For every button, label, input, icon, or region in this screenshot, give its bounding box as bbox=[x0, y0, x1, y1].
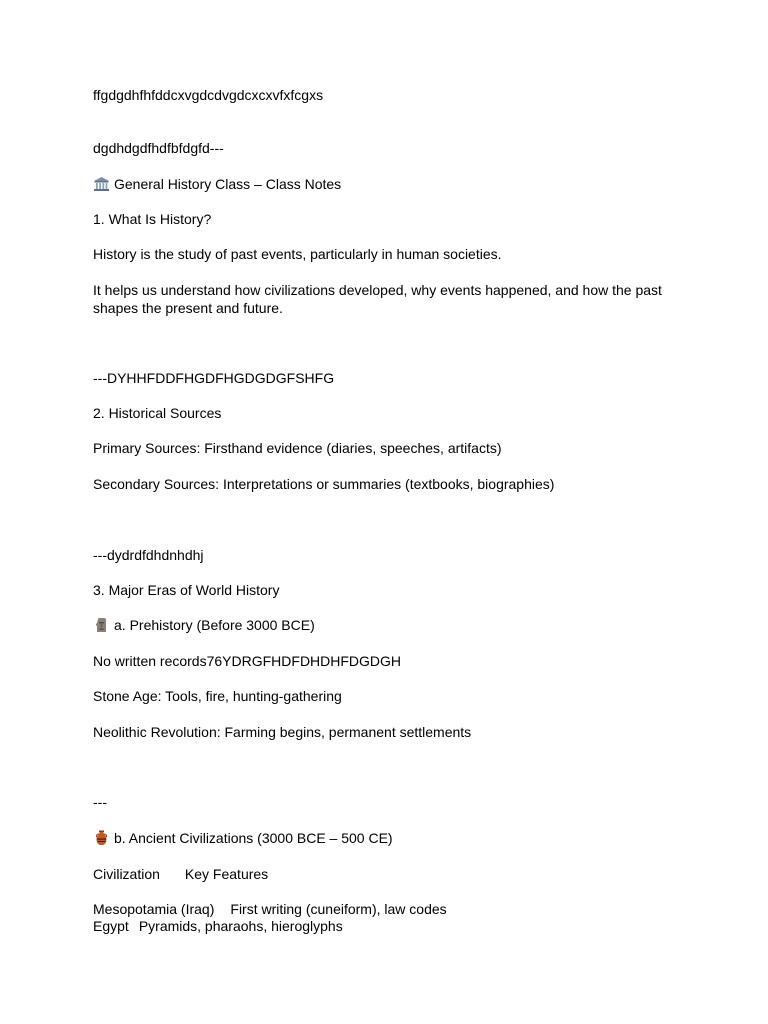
section-1-paragraph-2: It helps us understand how civilizations developed, why events happened, and how the past shapes the present and future. bbox=[93, 282, 662, 316]
table-cell: First writing (cuneiform), law codes bbox=[230, 901, 447, 917]
table-header-row bbox=[93, 865, 268, 883]
divider-1: ---DYHHFDDFHGDFHGDGDGFSHFG bbox=[93, 370, 335, 386]
section-2-heading: 2. Historical Sources bbox=[93, 405, 222, 421]
ancient-civilizations-heading bbox=[93, 829, 393, 847]
moai-icon bbox=[93, 617, 110, 633]
table-cell: Mesopotamia (Iraq) bbox=[93, 901, 215, 917]
classical-building-icon bbox=[93, 176, 110, 192]
primary-sources: Primary Sources: Firsthand evidence (diaries, speeches, artifacts) bbox=[93, 440, 502, 456]
section-1-heading: 1. What Is History? bbox=[93, 211, 212, 227]
table-header-civilization: Civilization bbox=[93, 866, 160, 882]
table-row bbox=[93, 900, 447, 918]
text-line-2: dgdhdgdfhdfbfdgfd--- bbox=[93, 140, 224, 156]
prehistory-heading-text: a. Prehistory (Before 3000 BCE) bbox=[114, 617, 315, 633]
prehistory-item-3: Neolithic Revolution: Farming begins, permanent settlements bbox=[93, 724, 472, 740]
page-title-text: General History Class – Class Notes bbox=[114, 176, 342, 192]
divider-2: ---dydrdfdhdnhdhj bbox=[93, 547, 204, 563]
table-cell: Pyramids, pharaohs, hieroglyphs bbox=[138, 918, 343, 934]
divider-3: --- bbox=[93, 794, 107, 810]
table-cell: Egypt bbox=[93, 918, 129, 934]
prehistory-heading bbox=[93, 616, 315, 634]
prehistory-item-1: No written records76YDRGFHDFDHDHFDGDGH bbox=[93, 653, 402, 669]
amphora-icon bbox=[93, 830, 110, 846]
ancient-civilizations-heading-text: b. Ancient Civilizations (3000 BCE – 500 CE) bbox=[114, 830, 393, 846]
secondary-sources: Secondary Sources: Interpretations or summaries (textbooks, biographies) bbox=[93, 476, 555, 492]
page-title bbox=[93, 175, 341, 193]
table-header-key-features: Key Features bbox=[184, 866, 269, 882]
table-row bbox=[93, 917, 343, 935]
text-line-1: ffgdgdhfhfddcxvgdcdvgdcxcxvfxfcgxs bbox=[93, 87, 324, 103]
prehistory-item-2: Stone Age: Tools, fire, hunting-gathering bbox=[93, 688, 342, 704]
section-3-heading: 3. Major Eras of World History bbox=[93, 582, 280, 598]
section-1-paragraph-1: History is the study of past events, particularly in human societies. bbox=[93, 246, 502, 262]
